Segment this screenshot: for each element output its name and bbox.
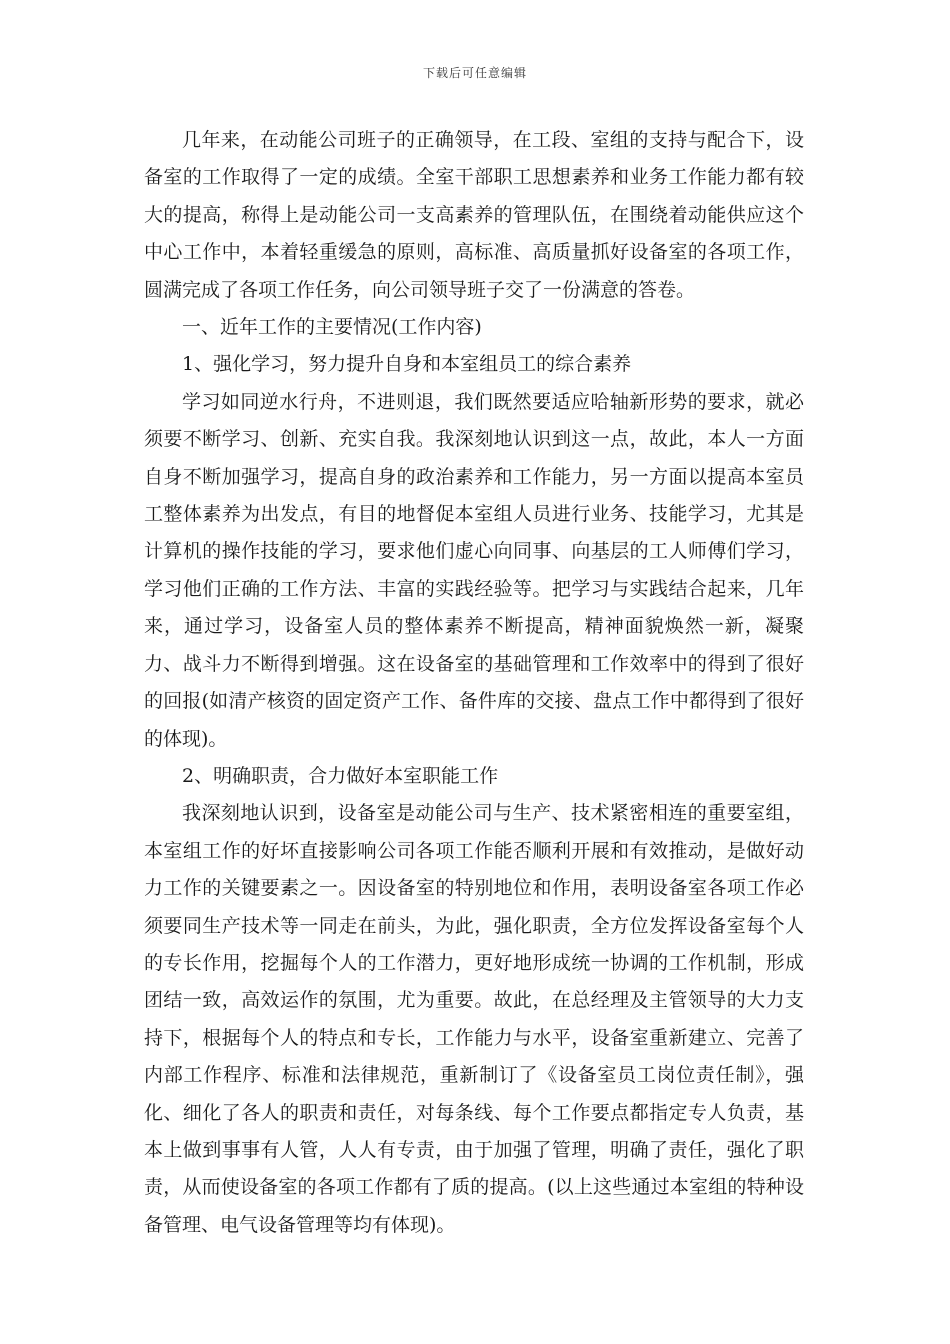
subsection-heading-1: 1、强化学习，努力提升自身和本室组员工的综合素养 [182,353,632,376]
intro-paragraph: 几年来，在动能公司班子的正确领导，在工段、室组的支持与配合下，设备室的工作取得了一定的成绩。全室干部职工思想素养和业务工作能力都有较大的提高，称得上是动能公司一支高素养的管理队伍，在围绕着动能供应这个中心工作中，本着轻重缓急的原则，高标准、高质量抓好设备室的各项工作，圆满完成了各项工作任务，向公司领导班子交了一份满意的答卷。 [144,129,804,301]
subsection-heading-2: 2、明确职责，合力做好本室职能工作 [182,764,499,787]
section-heading-1: 一、近年工作的主要情况(工作内容) [182,316,482,339]
document-body [144,122,804,1244]
header-note: 下载后可任意编辑 [422,66,527,80]
study-paragraph: 学习如同逆水行舟，不进则退，我们既然要适应哈轴新形势的要求，就必须要不断学习、创新、充实自我。我深刻地认识到这一点，故此，本人一方面自身不断加强学习，提高自身的政治素养和工作能力，另一方面以提高本室员工整体素养为出发点，有目的地督促本室组人员进行业务、技能学习，尤其是计算机的操作技能的学习，要求他们虚心向同事、向基层的工人师傅们学习，学习他们正确的工作方法、丰富的实践经验等。把学习与实践结合起来，几年来，通过学习，设备室人员的整体素养不断提高，精神面貌焕然一新，凝聚力、战斗力不断得到增强。这在设备室的基础管理和工作效率中的得到了很好的回报(如清产核资的固定资产工作、备件库的交接、盘点工作中都得到了很好的体现)。 [144,390,804,750]
duties-paragraph: 我深刻地认识到，设备室是动能公司与生产、技术紧密相连的重要室组，本室组工作的好坏直接影响公司各项工作能否顺利开展和有效推动，是做好动力工作的关键要素之一。因设备室的特别地位和作用，表明设备室各项工作必须要同生产技术等一同走在前头，为此，强化职责，全方位发挥设备室每个人的专长作用，挖掘每个人的工作潜力，更好地形成统一协调的工作机制，形成团结一致，高效运作的氛围，尤为重要。故此，在总经理及主管领导的大力支持下，根据每个人的特点和专长，工作能力与水平，设备室重新建立、完善了内部工作程序、标准和法律规范，重新制订了《设备室员工岗位责任制》，强化、细化了各人的职责和责任，对每条线、每个工作要点都指定专人负责，基本上做到事事有人管，人人有专责，由于加强了管理，明确了责任，强化了职责，从而使设备室的各项工作都有了质的提高。(以上这些通过本室组的特种设备管理、电气设备管理等均有体现)。 [144,802,804,1236]
